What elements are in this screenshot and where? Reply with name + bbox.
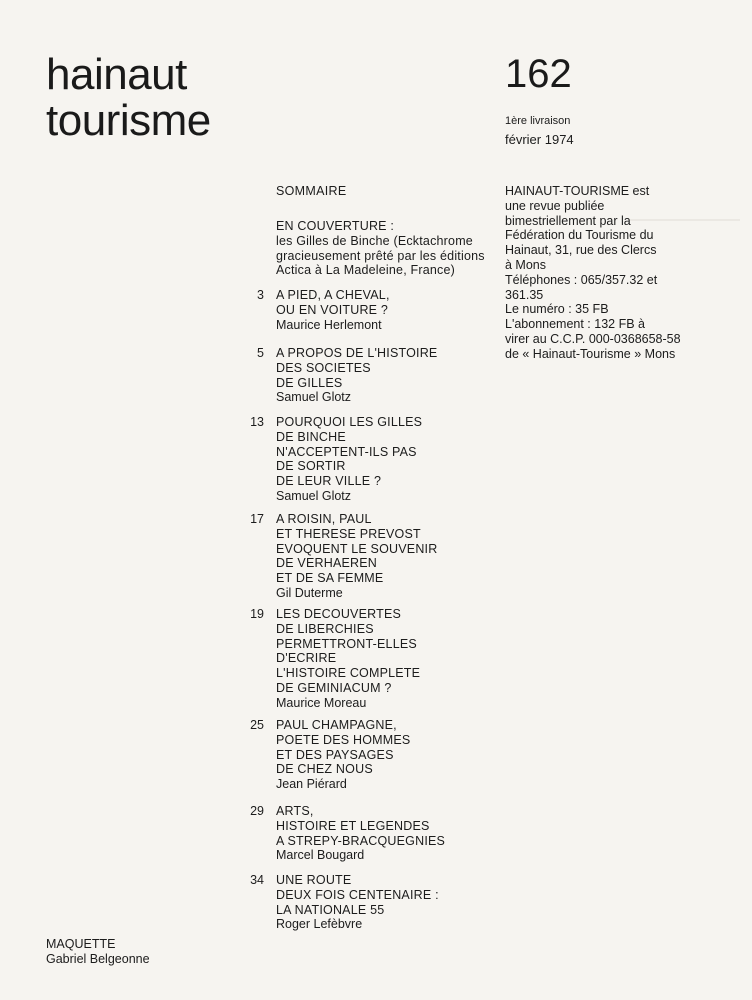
toc-title-line: ARTS, [276,804,314,818]
cover-note-line: Actica à La Madeleine, France) [276,263,456,278]
design-credit-label: MAQUETTE [46,937,116,951]
toc-page-number: 25 [250,718,264,732]
publisher-info [505,184,725,362]
toc-title-line: HISTOIRE ET LEGENDES [276,818,430,833]
toc-title-line: ET DES PAYSAGES [276,747,394,762]
publisher-info-line: bimestriellement par la [505,213,631,228]
toc-title-line: DE LEUR VILLE ? [276,474,382,489]
toc-page-number: 17 [250,512,264,526]
toc-author: Samuel Glotz [276,488,352,503]
masthead-title-line-1: hainaut [46,50,187,99]
cover-note-line: EN COUVERTURE : [276,219,395,233]
toc-page-number: 13 [250,415,264,429]
publisher-info-line: Fédération du Tourisme du [505,228,654,243]
toc-author: Maurice Moreau [276,695,367,710]
toc-title-line: EVOQUENT LE SOUVENIR [276,541,438,556]
toc-title-line: PAUL CHAMPAGNE, [276,718,397,732]
toc-title-line: PERMETTRONT-ELLES [276,636,417,651]
publisher-info-line: à Mons [505,257,546,272]
toc-title-line: D'ECRIRE [276,651,337,666]
toc-author: Jean Piérard [276,777,347,792]
toc-title-line: A STREPY-BRACQUEGNIES [276,833,446,848]
issue-part: 1ère livraison [505,115,571,127]
publisher-info-line: Le numéro : 35 FB [505,302,609,317]
toc-entry-text [276,346,500,405]
cover-note-line: gracieusement prêté par les éditions [276,248,485,263]
toc-title-line: DE LIBERCHIES [276,621,374,636]
toc-author: Marcel Bougard [276,848,365,863]
publisher-info-line: une revue publiée [505,198,605,213]
publisher-info-line: 361.35 [505,287,544,302]
toc-author: Samuel Glotz [276,390,352,405]
toc-title-line: DE BINCHE [276,429,346,444]
toc-title-line: DE VERHAEREN [276,556,378,571]
toc-entry-text [276,607,500,711]
toc-title-line: N'ACCEPTENT-ILS PAS [276,444,417,459]
publisher-info-line: virer au C.C.P. 000-0368658-58 [505,331,681,346]
design-credit [46,937,150,967]
issue-number: 162 [505,52,572,96]
cover-note-line: les Gilles de Binche (Ecktachrome [276,233,473,248]
toc-title-line: DEUX FOIS CENTENAIRE : [276,887,439,902]
design-credit-name: Gabriel Belgeonne [46,951,150,966]
toc-entry-text [276,288,500,332]
toc-author: Maurice Herlemont [276,317,382,332]
toc-entry-text [276,415,500,504]
toc-title-line: OU EN VOITURE ? [276,302,389,317]
masthead-title-line-2: tourisme [46,96,211,145]
publisher-info-line: L'abonnement : 132 FB à [505,317,645,332]
toc-page-number: 19 [250,607,264,621]
issue-date: février 1974 [505,132,574,147]
toc-page-number: 3 [257,288,264,302]
toc-author: Roger Lefèbvre [276,917,363,932]
toc-page-number: 5 [257,346,264,360]
toc-title-line: A PIED, A CHEVAL, [276,288,390,302]
publisher-info-line: HAINAUT-TOURISME est [505,184,650,198]
toc-title-line: L'HISTOIRE COMPLETE [276,666,421,681]
toc-page-number: 34 [250,873,264,887]
publisher-info-line: Hainaut, 31, rue des Clercs [505,243,657,258]
toc-title-line: LES DECOUVERTES [276,607,402,621]
toc-title-line: ET THERESE PREVOST [276,526,421,541]
toc-title-line: ET DE SA FEMME [276,571,384,586]
toc-title-line: LA NATIONALE 55 [276,902,385,917]
toc-page-number: 29 [250,804,264,818]
toc-title-line: DE CHEZ NOUS [276,762,373,777]
toc-entry-text [276,804,500,863]
toc-title-line: UNE ROUTE [276,873,352,887]
toc-entry-text [276,512,500,601]
toc-title-line: DES SOCIETES [276,360,371,375]
cover-note [276,219,496,278]
sommaire-heading: SOMMAIRE [276,184,347,198]
toc-title-line: A PROPOS DE L'HISTOIRE [276,346,438,360]
toc-author: Gil Duterme [276,585,343,600]
toc-title-line: DE SORTIR [276,459,346,474]
toc-entry-text [276,873,500,932]
toc-title-line: A ROISIN, PAUL [276,512,372,526]
toc-title-line: POETE DES HOMMES [276,732,411,747]
masthead-title [46,52,211,144]
publisher-info-line: Téléphones : 065/357.32 et [505,272,658,287]
publisher-info-line: de « Hainaut-Tourisme » Mons [505,346,676,361]
toc-title-line: DE GEMINIACUM ? [276,680,392,695]
toc-title-line: DE GILLES [276,375,343,390]
toc-entry-text [276,718,500,792]
toc-title-line: POURQUOI LES GILLES [276,415,423,429]
